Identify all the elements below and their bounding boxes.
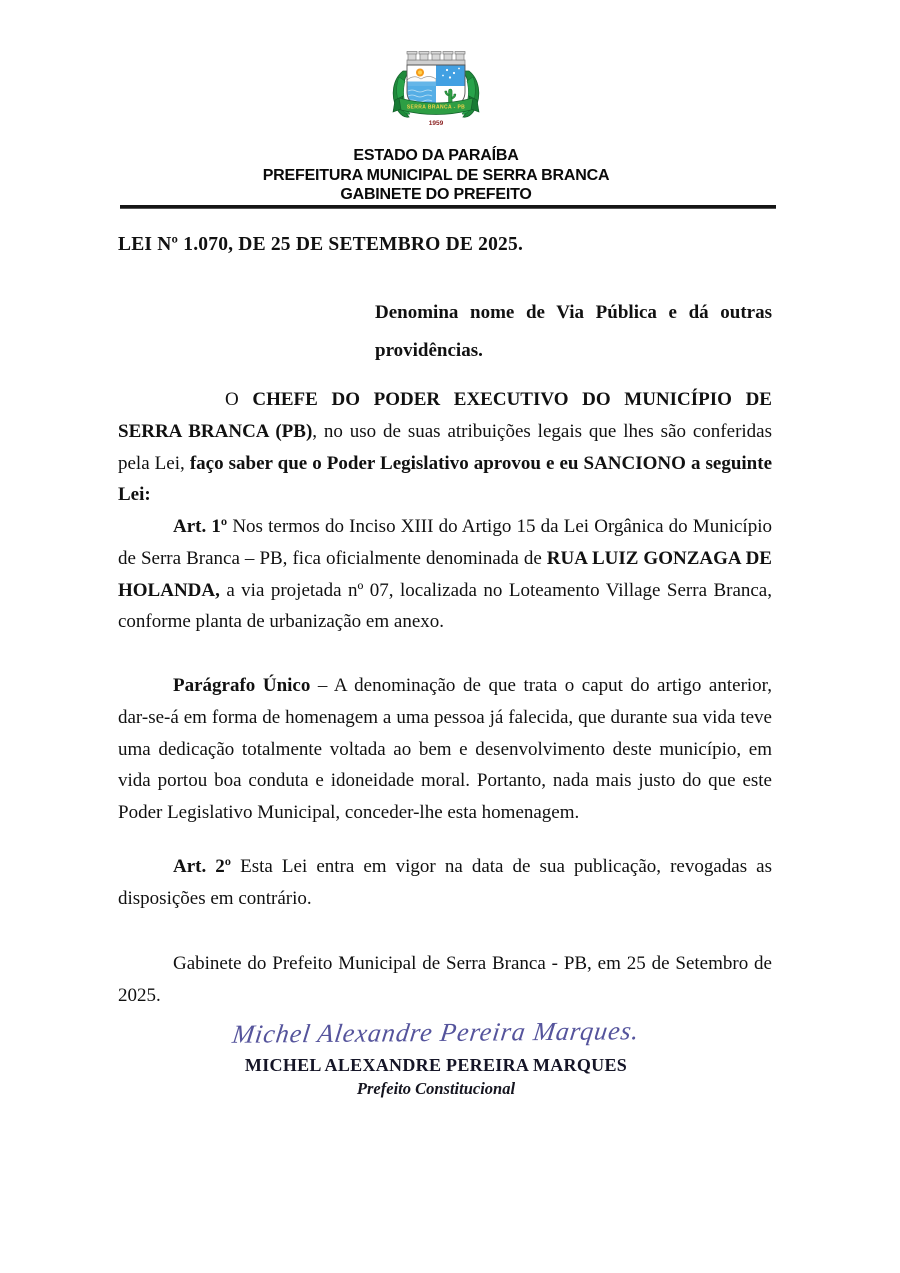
header-divider bbox=[120, 205, 776, 209]
signer-role: Prefeito Constitucional bbox=[356, 1079, 516, 1098]
letterhead-office: GABINETE DO PREFEITO bbox=[340, 186, 532, 203]
handwritten-signature: Michel Alexandre Pereira Marques. bbox=[230, 1016, 642, 1049]
coat-of-arms-icon bbox=[389, 51, 483, 137]
mural-crown bbox=[407, 52, 465, 66]
law-ementa: Denomina nome de Via Pública e dá outras providências. bbox=[375, 302, 772, 361]
paragraph-paragrafo-unico: Parágrafo Único – A denominação de que trata o caput do artigo anterior, dar-se-á em forma de homenagem a uma pessoa já falecida, que durante sua vida teve uma dedicação totalmente voltada ao bem e desenvolvimento deste município, em vida portou boa conduta e idoneidade moral. Portanto, nada mais justo do que este Poder Legislativo Municipal, conceder-lhe esta homenagem. bbox=[118, 675, 772, 824]
signer-name: MICHEL ALEXANDRE PEREIRA MARQUES bbox=[244, 1055, 628, 1075]
paragraph-preamble: O CHEFE DO PODER EXECUTIVO DO MUNICÍPIO DE SERRA BRANCA (PB), no uso de suas atribuições legais que lhes são conferidas pela Lei, faço saber que o Poder Legislativo aprovou e eu SANCIONO a seguinte Lei: bbox=[118, 389, 773, 506]
crest-banner-text: SERRA BRANCA - PB bbox=[406, 104, 466, 111]
letterhead-municipality: PREFEITURA MUNICIPAL DE SERRA BRANCA bbox=[262, 166, 610, 184]
paragraph-closing: Gabinete do Prefeito Municipal de Serra Branca - PB, em 25 de Setembro de 2025. bbox=[118, 953, 772, 1006]
paragraph-art1: Art. 1º Nos termos do Inciso XIII do Artigo 15 da Lei Orgânica do Município de Serra Branca – PB, fica oficialmente denominada de RUA LUIZ GONZAGA DE HOLANDA, a via projetada nº 07, localizada no Loteamento Village Serra Branca, conforme planta de urbanização em anexo. bbox=[118, 516, 772, 633]
letterhead-state: ESTADO DA PARAÍBA bbox=[353, 147, 519, 164]
paragraph-art2: Art. 2º Esta Lei entra em vigor na data de sua publicação, revogadas as disposições em contrário. bbox=[118, 856, 772, 909]
crest-year: 1959 bbox=[428, 120, 444, 127]
crest-container bbox=[118, 51, 754, 142]
law-title: LEI Nº 1.070, DE 25 DE SETEMBRO DE 2025. bbox=[118, 234, 524, 255]
letterhead bbox=[118, 146, 754, 205]
